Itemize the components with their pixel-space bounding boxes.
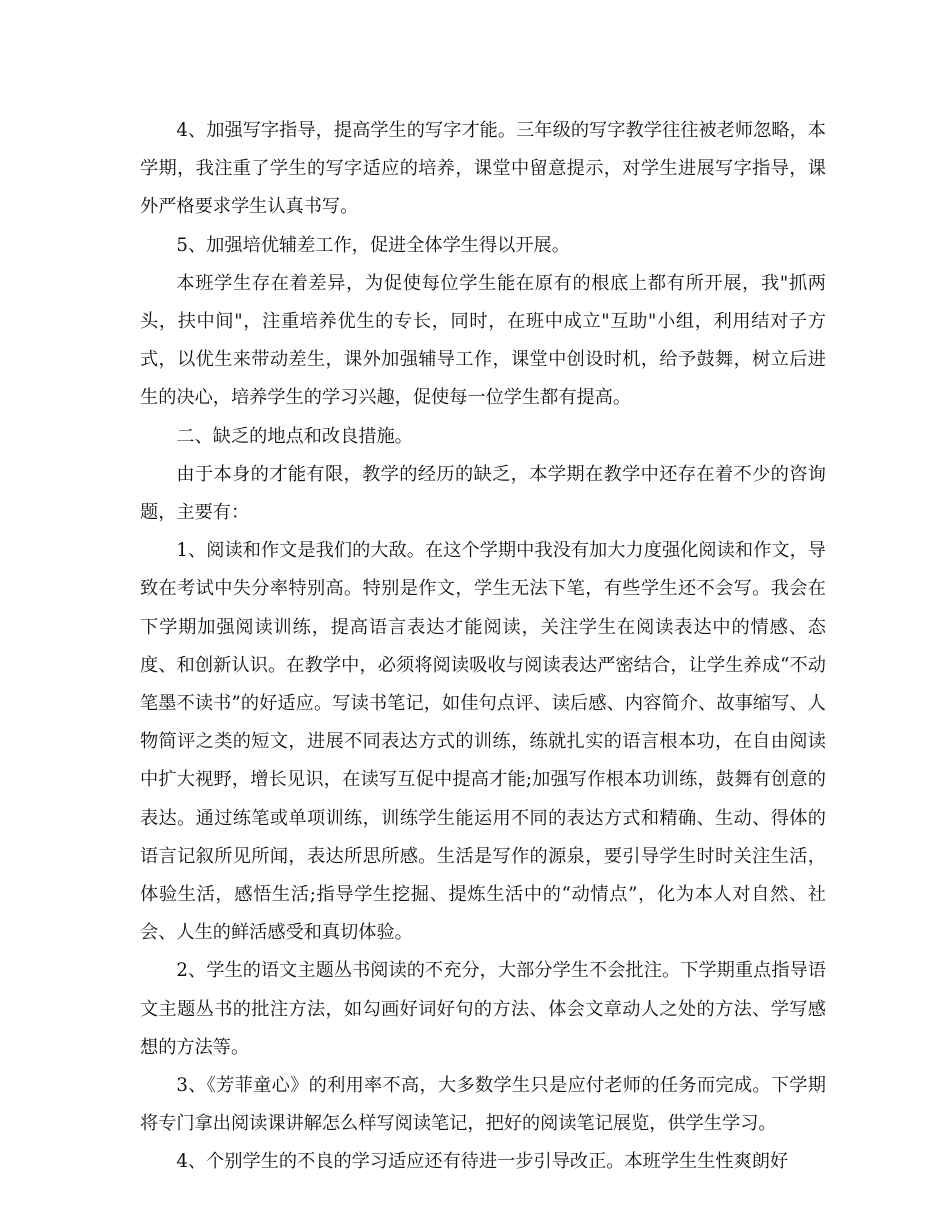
section-heading-shortcomings: 二、缺乏的地点和改良措施。	[176, 425, 413, 447]
paragraph-study-habits: 4、个别学生的不良的学习适应还有待进一步引导改正。本班学生生性爽朗好	[176, 1151, 789, 1173]
paragraph-tutoring-detail: 本班学生存在着差异，为促使每位学生能在原有的根底上都有所开展，我"抓两头，扶中间"，注重培养优生的专长，同时，在班中成立"互助"小组，利用结对子方式，以优生来带动差生，课外加强辅导工作，课堂中创设时机，给予鼓舞，树立后进生的决心，培养学生的学习兴趣，促使每一位学生都有提高。	[140, 272, 826, 409]
paragraph-tutoring-heading: 5、加强培优辅差工作，促进全体学生得以开展。	[176, 234, 570, 256]
paragraph-shortcomings-intro: 由于本身的才能有限，教学的经历的缺乏，本学期在教学中还存在着不少的咨询题，主要有：	[140, 463, 826, 524]
paragraph-theme-books: 2、学生的语文主题丛书阅读的不充分，大部分学生不会批注。下学期重点指导语文主题丛书的批注方法，如勾画好词好句的方法、体会文章动人之处的方法、学写感想的方法等。	[140, 960, 826, 1058]
document-body	[140, 112, 826, 1182]
paragraph-fangfei-tongxin: 3、《芳菲童心》的利用率不高，大多数学生只是应付老师的任务而完成。下学期将专门拿出阅读课讲解怎么样写阅读笔记，把好的阅读笔记展览，供学生学习。	[140, 1075, 826, 1135]
paragraph-writing-guidance: 4、加强写字指导，提高学生的写字才能。三年级的写字教学往往被老师忽略，本学期，我注重了学生的写字适应的培养，课堂中留意提示，对学生进展写字指导，课外严格要求学生认真书写。	[140, 120, 826, 218]
paragraph-reading-writing: 1、阅读和作文是我们的大敌。在这个学期中我没有加大力度强化阅读和作文，导致在考试中失分率特别高。特别是作文，学生无法下笔，有些学生还不会写。我会在下学期加强阅读训练，提高语言表达才能阅读，关注学生在阅读表达中的情感、态度、和创新认识。在教学中，必须将阅读吸收与阅读表达严密结合，让学生养成“不动笔墨不读书”的好适应。写读书笔记，如佳句点评、读后感、内容简介、故事缩写、人物简评之类的短文，进展不同表达方式的训练，练就扎实的语言根本功，在自由阅读中扩大视野，增长见识，在读写互促中提高才能;加强写作根本功训练，鼓舞有创意的表达。通过练笔或单项训练，训练学生能运用不同的表达方式和精确、生动、得体的语言记叙所见所闻，表达所思所感。生活是写作的源泉，要引导学生时时关注生活，体验生活，感悟生活;指导学生挖掘、提炼生活中的“动情点”，化为本人对自然、社会、人生的鲜活感受和真切体验。	[140, 540, 826, 944]
